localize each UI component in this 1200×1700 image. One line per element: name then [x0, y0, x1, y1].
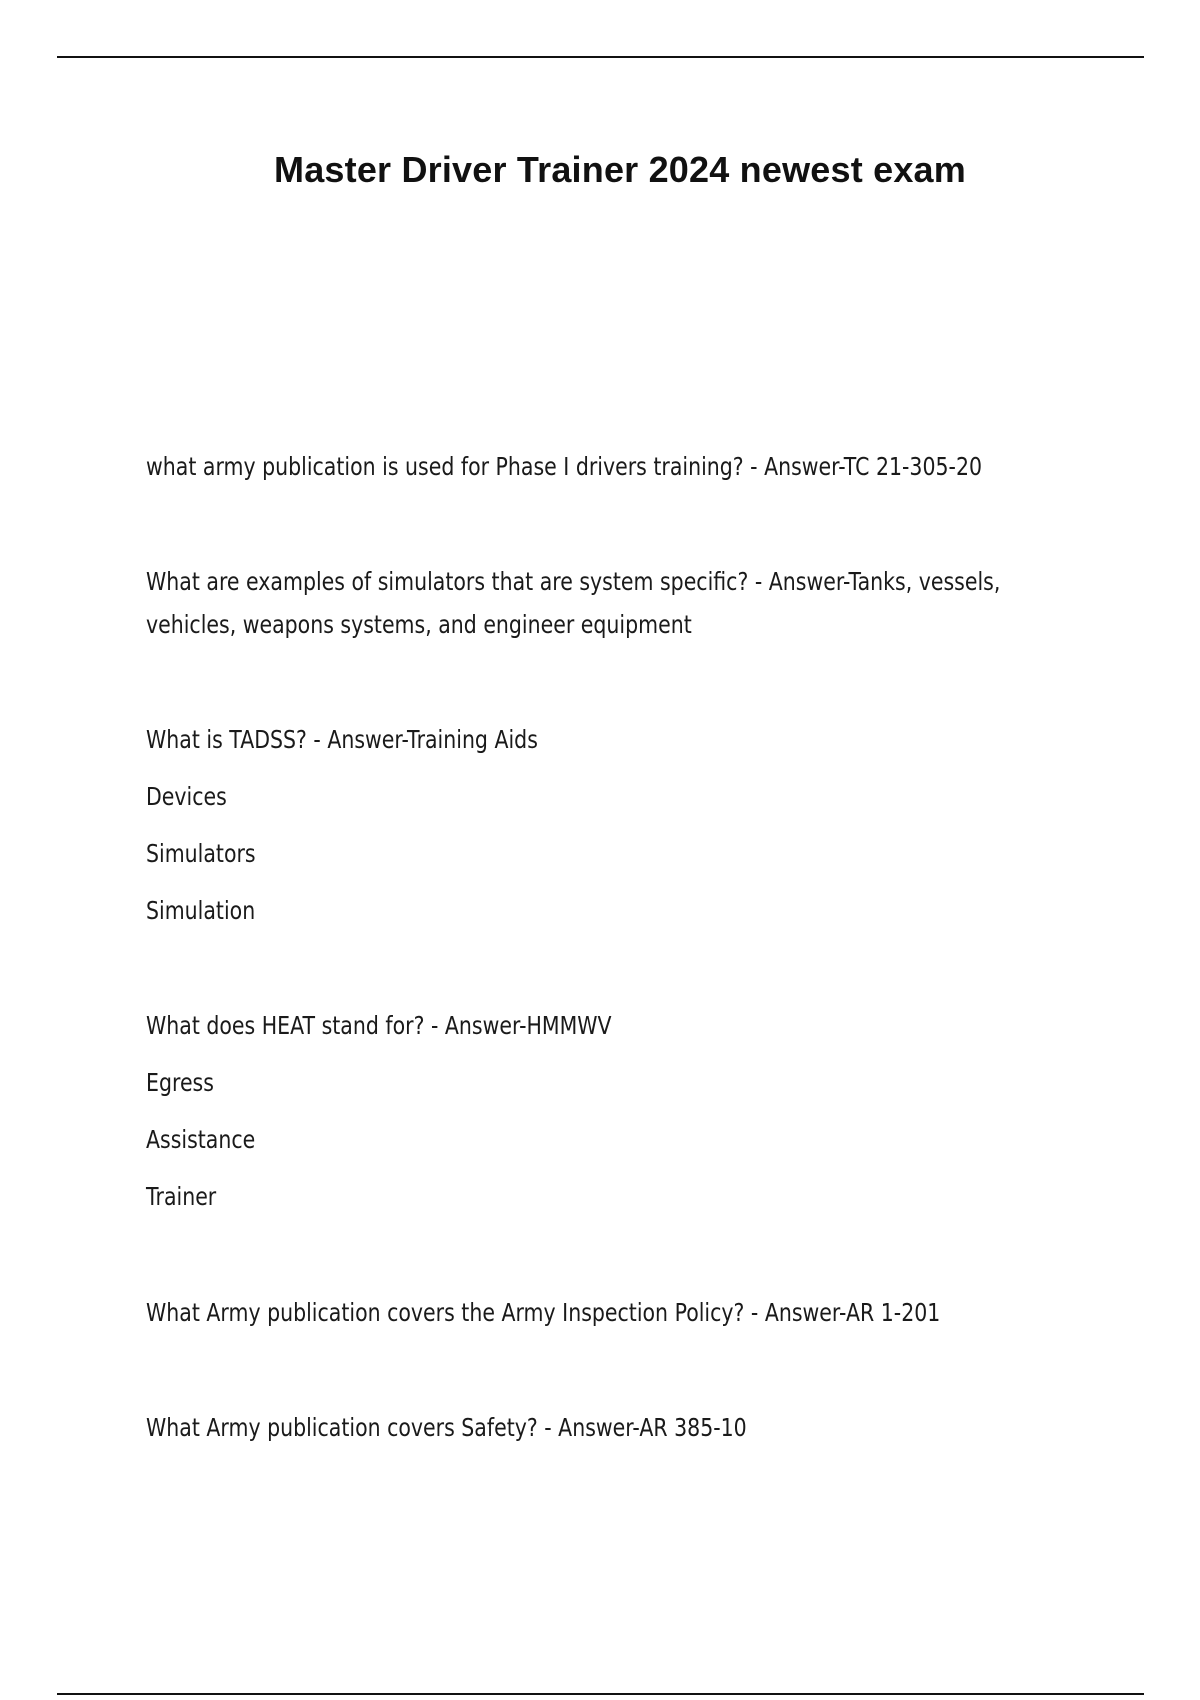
qa-line: Devices: [146, 782, 227, 811]
qa-item-safety: [146, 1406, 884, 1449]
qa-item-inspection-policy: [146, 1291, 941, 1334]
qa-item-heat: [146, 1004, 884, 1218]
qa-line: What does HEAT stand for? - Answer-HMMWV: [146, 1011, 612, 1040]
qa-line: What Army publication covers the Army Inspection Policy? - Answer-AR 1-201: [146, 1298, 941, 1327]
qa-line: what army publication is used for Phase I drivers training? - Answer-TC 21-305-20: [146, 452, 983, 481]
qa-item-simulators: [146, 560, 1001, 646]
header-rule: [57, 56, 1144, 58]
qa-line: Simulation: [146, 896, 256, 925]
document-title: Master Driver Trainer 2024 newest exam: [274, 149, 966, 190]
qa-item-tadss: [146, 718, 884, 932]
qa-line: Egress: [146, 1068, 214, 1097]
qa-line: Trainer: [146, 1182, 217, 1211]
qa-item-publication-phase1: [146, 445, 983, 488]
footer-rule: [57, 1693, 1144, 1695]
qa-line: Simulators: [146, 839, 256, 868]
qa-line: What Army publication covers Safety? - Answer-AR 385-10: [146, 1413, 747, 1442]
qa-line: What is TADSS? - Answer-Training Aids: [146, 725, 538, 754]
qa-line: What are examples of simulators that are system specific? - Answer-Tanks, vessels,: [146, 567, 1001, 596]
qa-line: Assistance: [146, 1125, 256, 1154]
qa-line: vehicles, weapons systems, and engineer equipment: [146, 610, 692, 639]
